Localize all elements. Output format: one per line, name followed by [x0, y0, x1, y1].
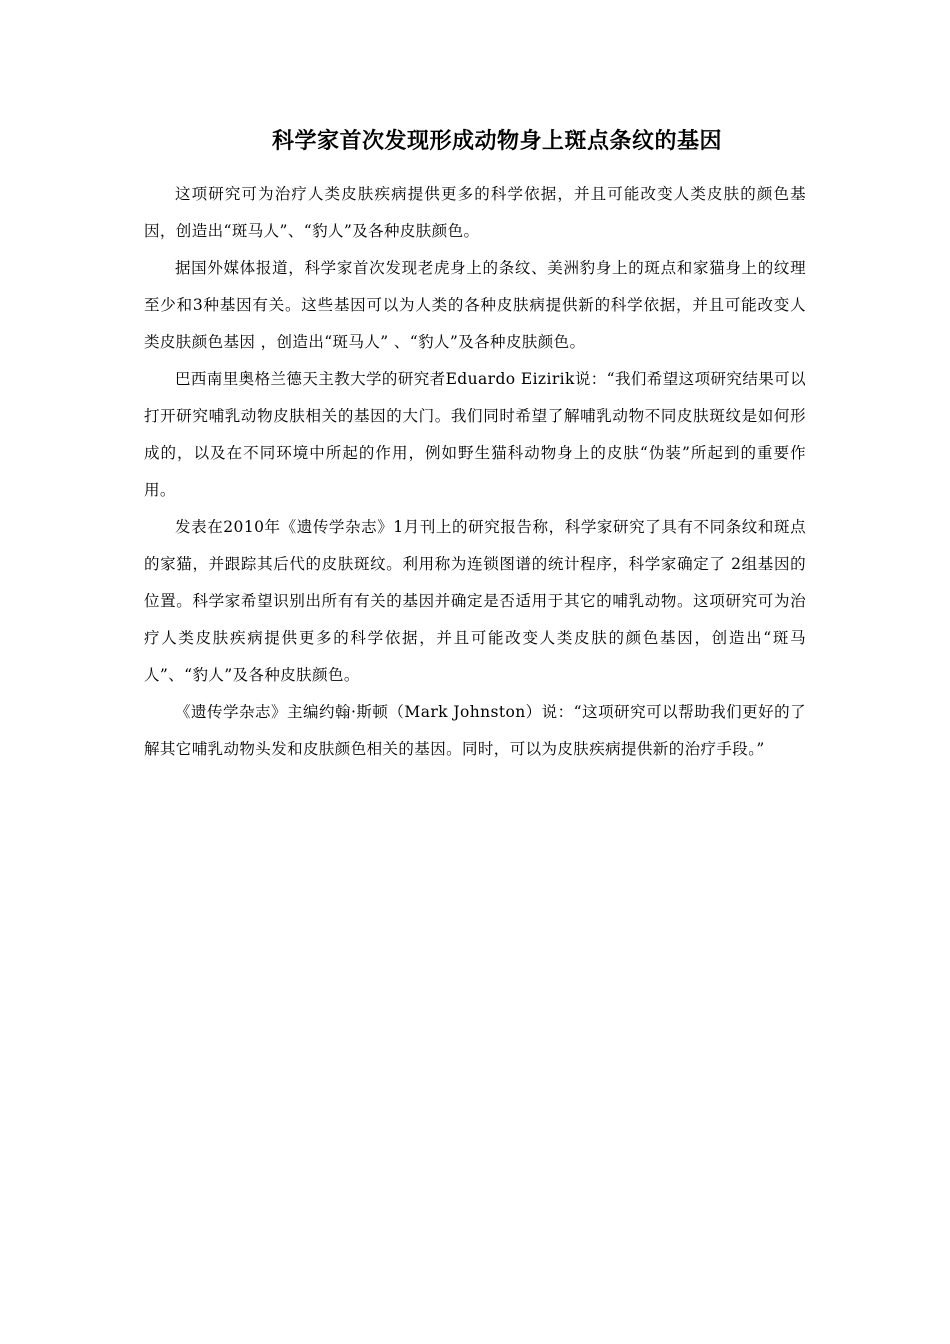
paragraph-1: 这项研究可为治疗人类皮肤疾病提供更多的科学依据，并且可能改变人类皮肤的颜色基因，创造出“斑马人”、“豹人”及各种皮肤颜色。: [144, 185, 806, 240]
paragraph-3: 巴西南里奥格兰德天主教大学的研究者Eduardo Eizirik说：“我们希望这项研究结果可以打开研究哺乳动物皮肤相关的基因的大门。我们同时希望了解哺乳动物不同皮肤斑纹是如何形成的，以及在不同环境中所起的作用，例如野生猫科动物身上的皮肤“伪装”所起到的重要作用。: [144, 370, 806, 499]
paragraph-4: 发表在2010年《遗传学杂志》1月刊上的研究报告称，科学家研究了具有不同条纹和斑点的家猫，并跟踪其后代的皮肤斑纹。利用称为连锁图谱的统计程序，科学家确定了 2组基因的位置。科学家希望识别出所有有关的基因并确定是否适用于其它的哺乳动物。这项研究可为治疗人类皮肤疾病提供更多的科学依据，并且可能改变人类皮肤的颜色基因，创造出“斑马人”、“豹人”及各种皮肤颜色。: [144, 518, 806, 684]
document-body: [144, 176, 806, 768]
document-title: 科学家首次发现形成动物身上斑点条纹的基因: [271, 129, 722, 154]
paragraph-5: 《遗传学杂志》主编约翰·斯顿（Mark Johnston）说：“这项研究可以帮助我们更好的了解其它哺乳动物头发和皮肤颜色相关的基因。同时，可以为皮肤疾病提供新的治疗手段。”: [144, 703, 806, 758]
paragraph-2: 据国外媒体报道，科学家首次发现老虎身上的条纹、美洲豹身上的斑点和家猫身上的纹理至少和3种基因有关。这些基因可以为人类的各种皮肤病提供新的科学依据，并且可能改变人类皮肤颜色基因 ，创造出“斑马人” 、“豹人”及各种皮肤颜色。: [144, 259, 806, 351]
